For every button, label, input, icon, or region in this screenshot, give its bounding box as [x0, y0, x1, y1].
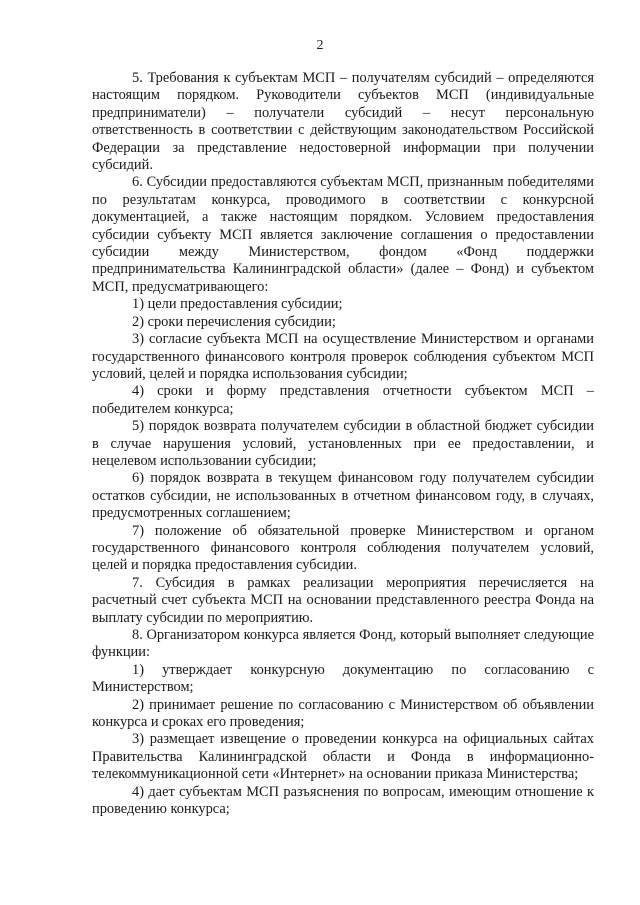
paragraph-6-subsidies: 6. Субсидии предоставляются субъектам МСП, признанным победителями по результатам конкурса, проводимого в соответствии с конкурсной документацией, а также настоящим порядком. Условием предоставления субсидии субъекту МСП является заключение соглашения о предоставлении субсидии между Министерством, фондом «Фонд поддержки предпринимательства Калининградской области» (далее – Фонд) и субъектом МСП, предусматривающего:: [92, 174, 594, 295]
list-item-refund-violation: 5) порядок возврата получателем субсидии в областной бюджет субсидии в случае нарушения условий, установленных при ее предоставлении, и нецелевом использовании субсидии;: [92, 418, 594, 469]
paragraph-5-requirements: 5. Требования к субъектам МСП – получателям субсидий – определяются настоящим порядком. Руководители субъектов МСП (индивидуальные предприниматели) – получатели субсидий – несут персональную ответственность в соответствии с действующим законодательством Российской Федерации за представление недостоверной информации при получении субсидий.: [92, 70, 594, 174]
list-item-announce-decision: 2) принимает решение по согласованию с Министерством об объявлении конкурса и сроках его проведения;: [92, 696, 594, 731]
document-body: [92, 70, 594, 818]
list-item-approve-docs: 1) утверждает конкурсную документацию по согласованию с Министерством;: [92, 661, 594, 696]
list-item-mandatory-check: 7) положение об обязательной проверке Министерством и органом государственного финансового контроля соблюдения получателем условий, целей и порядка предоставления субсидии.: [92, 522, 594, 574]
paragraph-7-transfer: 7. Субсидия в рамках реализации мероприятия перечисляется на расчетный счет субъекта МСП на основании представленного реестра Фонда на выплату субсидии по мероприятию.: [92, 574, 594, 626]
list-item-goals: 1) цели предоставления субсидии;: [132, 296, 343, 313]
list-item-publish-notice: 3) размещает извещение о проведении конкурса на официальных сайтах Правительства Калининградской области и Фонда в информационно-телекоммуникационной сети «Интернет» на основании приказа Министерства;: [92, 731, 594, 783]
paragraph-8-organizer: 8. Организатором конкурса является Фонд, который выполняет следующие функции:: [92, 627, 594, 661]
list-item-clarifications: 4) дает субъектам МСП разъяснения по вопросам, имеющим отношение к проведению конкурса;: [92, 783, 594, 818]
list-item-inspection-consent: 3) согласие субъекта МСП на осуществление Министерством и органами государственного финансового контроля проверок соблюдения субъектом МСП условий, целей и порядка использования субсидии;: [92, 331, 594, 382]
list-item-reporting: 4) сроки и форму представления отчетности субъектом МСП – победителем конкурса;: [92, 383, 594, 417]
list-item-transfer-terms: 2) сроки перечисления субсидии;: [132, 313, 336, 330]
list-item-refund-remainder: 6) порядок возврата в текущем финансовом году получателем субсидии остатков субсидии, не использованных в отчетном финансовом году, в случаях, предусмотренных соглашением;: [92, 470, 594, 522]
page-number: 2: [316, 38, 324, 53]
